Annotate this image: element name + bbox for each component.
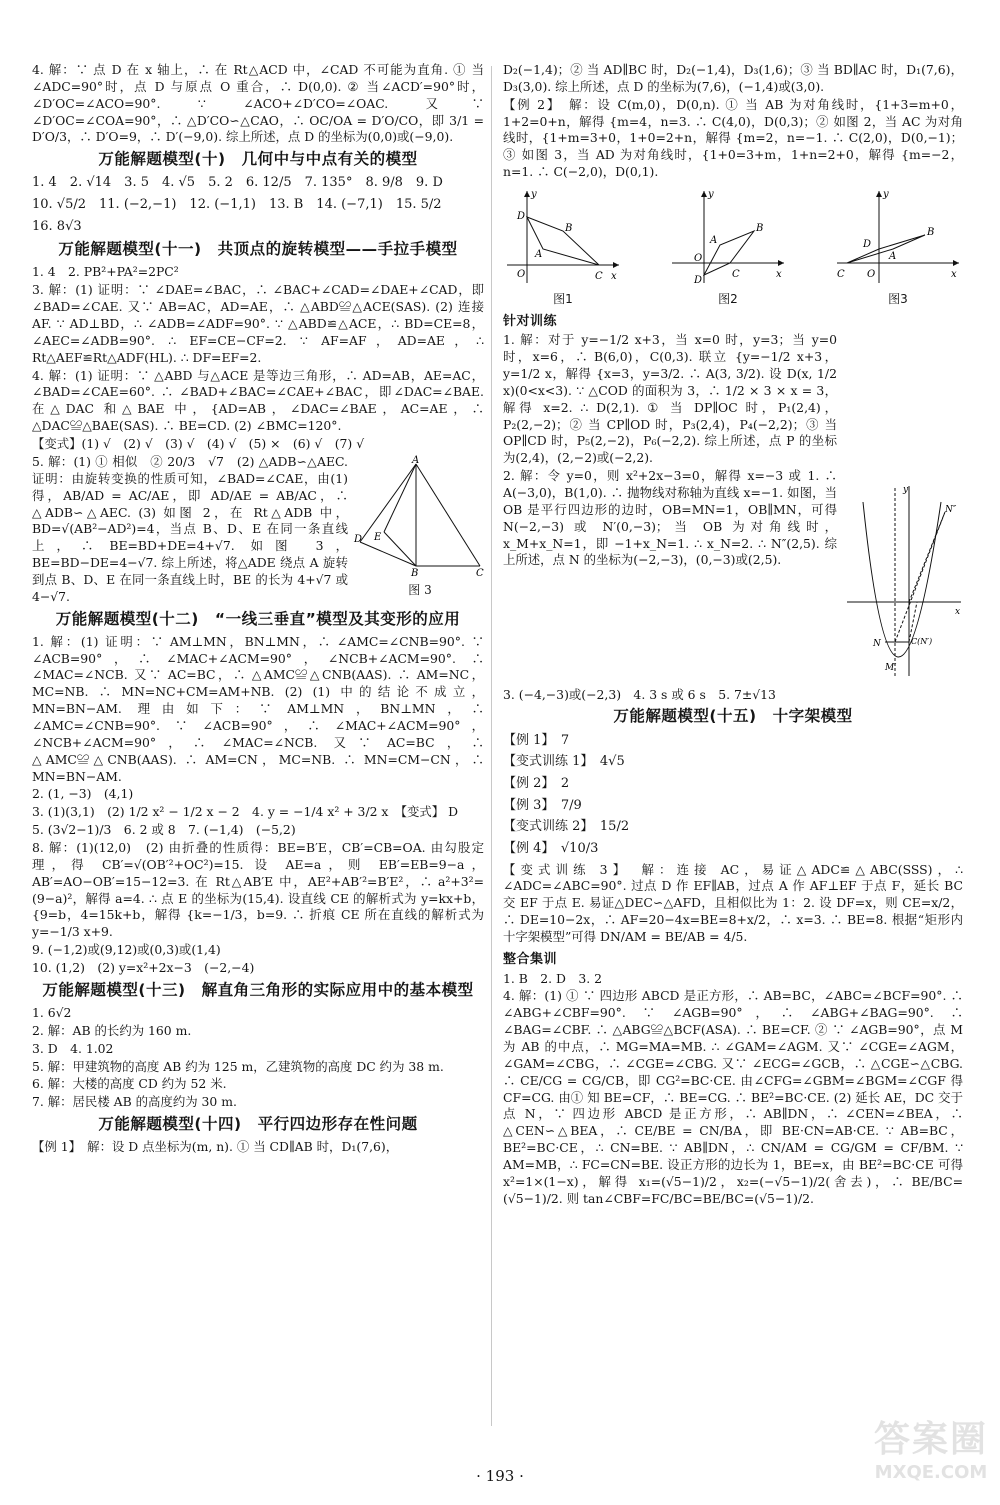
answer-line: 3. (1)(3,1) (2) 1/2 x² − 1/2 x − 2 4. y = −1/4 x² + 3/2 x 【变式】 D: [32, 804, 459, 820]
svg-text:A: A: [535, 249, 543, 261]
answer-line: 5. (3√2−1)/3 6. 2 或 8 7. (−1,4) (−5,2): [32, 822, 296, 838]
svg-text:A: A: [412, 454, 420, 466]
watermark-logo: [872, 1418, 990, 1498]
watermark-url: MXQE.COM: [874, 1462, 988, 1483]
watermark-text: 答案圈: [873, 1419, 988, 1460]
answer-paragraph: 1. 解：对于 y=−1/2 x+3，当 x=0 时，y=3；当 y=0 时，x=6，∴ B(6,0)，C(0,3). 联立 {y=−1/2 x+3，y=1/2 x，解得 {x=3，y=3/2. ∴ A(3, 3/2). 设 D(x, 1/2 x)(0<x<3). ∵ △COD 的面积为 3，∴ 1/2 × 3 × x = 3，解得 x=2. ∴ D(2,1). ① 当 DP∥OC 时，P₁(2,4)，P₂(2,−2)；② 当 CP∥OD 时，P₃(2,4)，P₄(−2,2)；③ 当 OP∥CD 时，P₅(2,−2)，P₆(−2,2). 综上所述，点 P 的坐标为(2,4)，(2,−2)或(−2,2).: [503, 332, 841, 466]
figure-3: [833, 187, 963, 308]
svg-text:D: D: [694, 275, 703, 287]
answer-line: 5. 解：甲建筑物的高度 AB 约为 125 m，乙建筑物的高度 DC 约为 38 m.: [32, 1058, 444, 1074]
answer-line: 【例 2】 2: [503, 775, 570, 791]
svg-text:C: C: [595, 271, 603, 283]
point-label: N″: [945, 505, 957, 516]
svg-text:y: y: [708, 189, 714, 201]
answer-line: 【例 3】 7/9: [503, 797, 582, 813]
subsection-title: 针对训练: [503, 313, 558, 329]
section-title: 万能解题模型(十二) “一线三垂直”模型及其变形的应用: [55, 609, 461, 628]
answer-line: 【变式训练 1】 4√5: [503, 754, 625, 770]
section-title: 万能解题模型(十五) 十字架模型: [613, 707, 853, 726]
answer-line: 1. B 2. D 3. 2: [503, 970, 602, 986]
answer-paragraph: 5. 解：(1) ① 相似 ② 20/3 √7 (2) △ADB∽△AEC. 证明：由旋转变换的性质可知，∠BAD=∠CAE，由(1)得，AB/AD = AC/AE，即 AD/AE = AB/AC，∴ △ADB∽△AEC. (3) 如图 2，在 Rt△ADB 中，BD=√(AB²−AD²)=4，当点 B、D、E 在同一条直线上，∴ BE=BD+DE=4+√7. 如图 3，BE=BD−DE=4−√7. 综上所述，将△ADE 绕点 A 旋转到点 B、D、E 在同一条直线上时，BE 的长为 4+√7 或 4−√7.: [32, 453, 352, 604]
figure-1: [503, 187, 623, 308]
svg-text:D: D: [517, 211, 526, 223]
answer-paragraph: 4. 解：(1) 证明：∵ △ABD 与△ACE 是等边三角形，∴ AD=AB，AE=AC，∠BAD=∠CAE=60°. ∴ ∠BAD+∠BAC=∠CAE+∠BAC，即∠DAC=∠BAE. 在△DAC 和△BAE 中，{AD=AB，∠DAC=∠BAE，AC=AE，∴ △DAC≌△BAE(SAS). ∴ BE=CD. (2) ∠BMC=120°.: [32, 367, 488, 434]
answer-line: 【变式】(1) √ (2) √ (3) √ (4) √ (5) × (6) √ (7) √: [32, 436, 365, 452]
answer-paragraph: 【变式训练 3】 解：连接 AC，易证△ADC≌△ABC(SSS)，∴ ∠ADC=∠ABC=90°. 过点 D 作 EF∥AB，过点 A 作 AF⊥EF 于点 F，延长 BC 交 EF 于点 E. 易证△DEC∽△AFD，且相似比为 1：2. 设 DF=x，则 CE=x/2，∴ DE=10−2x，∴ AF=20−4x=BE=8+x/2，∴ x=3. ∴ BE=8. 根据“矩形内十字架模型”可得 DN/AM = BE/AB = 4/5.: [503, 861, 967, 945]
figure-2: [668, 187, 788, 308]
answer-paragraph: 2. 解：令 y=0，则 x²+2x−3=0，解得 x=−3 或 1. ∴ A(−3,0)，B(1,0). ∴ 抛物线对称轴为直线 x=−1. 如图，当 OB 是平行四边形的边时，OB=MN=1，OB∥MN，可得 N(−2,−3) 或 N′(0,−3)；当 OB 为对角线时，x_M+x_N=1，即 −1+x_N=1. ∴ x_N=2. ∴ N″(2,5). 综上所述，点 N 的坐标为(−2,−3)，(0,−3)或(2,5).: [503, 468, 841, 568]
answer-line: 2. (1, −3) (4,1): [32, 786, 134, 802]
svg-text:y: y: [531, 189, 537, 201]
svg-text:O: O: [694, 253, 703, 265]
svg-text:D: D: [354, 533, 363, 545]
svg-text:x: x: [776, 269, 782, 281]
figure-caption: 图2: [718, 292, 738, 307]
svg-text:A: A: [710, 235, 718, 247]
answer-line: 【变式训练 2】 15/2: [503, 819, 630, 835]
subsection-title: 整合集训: [503, 951, 558, 967]
parallelogram-figures: [503, 187, 963, 308]
answer-line: 【例 1】 7: [503, 732, 570, 748]
answer-paragraph: 【例 2】 解：设 C(m,0)，D(0,n). ① 当 AB 为对角线时，{1+3=m+0，1+2=0+n，解得 {m=4，n=3. ∴ C(4,0)，D(0,3)；② 如图 2，当 AC 为对角线时，{1+m=3+0，1+0=2+n，解得 {m=2，n=−1. ∴ C(2,0)，D(0,−1)；③ 如图 3，当 AD 为对角线时，{1+0=3+m，1+n=2+0，解得 {m=−2，n=1. ∴ C(−2,0)，D(0,1).: [503, 96, 963, 180]
answer-line: 3. D 4. 1.02: [32, 1040, 114, 1056]
svg-text:C: C: [837, 269, 845, 281]
svg-text:y: y: [883, 189, 889, 201]
left-column: [32, 62, 488, 1157]
svg-text:A: A: [889, 251, 897, 263]
figure-caption: 图 3: [408, 583, 432, 598]
svg-text:D: D: [863, 239, 872, 251]
svg-text:B: B: [927, 227, 935, 239]
point-label: M′: [885, 663, 897, 674]
svg-text:x: x: [611, 271, 617, 283]
section-title: 万能解题模型(十) 几何中与中点有关的模型: [98, 150, 418, 169]
answer-paragraph: D₂(−1,4)；② 当 AD∥BC 时，D₂(−1,4)，D₃(1,6)；③ 当 BD∥AC 时，D₁(7,6)，D₃(3,0). 综上所述，点 D 的坐标为(7,6)，(−1,4)或(3,0).: [503, 62, 963, 94]
answer-line: 16. 8√3: [32, 218, 82, 234]
svg-text:y: y: [903, 485, 909, 496]
svg-text:C: C: [732, 269, 740, 281]
answer-paragraph: 4. 解：∵ 点 D 在 x 轴上，∴ 在 Rt△ACD 中，∠CAD 不可能为直角. ① 当∠ADC=90°时，点 D 与原点 O 重合，∴ D(0,0). ② 当∠ACD′=90°时，∠D′OC=∠ACO=90°. ∵ ∠ACO+∠D′CO=∠OAC. 又∵ ∠D′OC=∠COA=90°，∴ △D′CO∽△CAO，∴ OC/OA = D′O/CO，即 3/1 = D′O/3，∴ D′O=9，∴ D′(−9,0). 综上所述，点 D 的坐标为(0,0)或(−9,0).: [32, 62, 488, 145]
answer-line: 10. (1,2) (2) y=x²+2x−3 (−2,−4): [32, 960, 255, 976]
svg-text:x: x: [955, 607, 961, 618]
answer-paragraph: 3. 解：(1) 证明：∵ ∠DAE=∠BAC，∴ ∠BAC+∠CAD=∠DAE+∠CAD，即∠BAD=∠CAE. 又∵ AB=AC，AD=AE，∴ △ABD≌△ACE(SAS). (2) 连接 AF. ∵ AD⊥BD，∴ ∠ADB=∠ADF=90°. ∵ △ABD≌△ACE，∴ BD=CE=8，∠AEC=∠ADB=90°. ∴ EF=CE−CF=2. ∵ AF=AF，AD=AE，∴ Rt△AEF≌Rt△ADF(HL). ∴ DF=EF=2.: [32, 282, 488, 365]
parabola-figure: [845, 482, 963, 682]
svg-text:B: B: [756, 223, 764, 235]
svg-text:O: O: [867, 269, 876, 281]
svg-text:O: O: [517, 269, 526, 281]
answer-line: 1. 4 2. √14 3. 5 4. √5 5. 2 6. 12/5 7. 135° 8. 9/8 9. D: [32, 175, 443, 191]
svg-text:B: B: [565, 223, 573, 235]
answer-line: 3. (−4,−3)或(−2,3) 4. 3 s 或 6 s 5. 7±√13: [503, 686, 776, 702]
column-divider: [491, 66, 492, 1426]
answer-line: 1. 4 2. PB²+PA²=2PC²: [32, 264, 179, 280]
svg-text:C: C: [476, 567, 484, 579]
svg-text:E: E: [374, 531, 382, 543]
answer-line: 【例 4】 √10/3: [503, 840, 599, 856]
point-label: C(N′): [911, 637, 933, 647]
section-title: 万能解题模型(十三) 解直角三角形的实际应用中的基本模型: [42, 980, 474, 999]
answer-line: 7. 解：居民楼 AB 的高度约为 30 m.: [32, 1094, 237, 1110]
figure-caption: 图1: [553, 292, 573, 307]
answer-line: 10. √5/2 11. (−2,−1) 12. (−1,1) 13. B 14. (−7,1) 15. 5/2: [32, 197, 442, 213]
right-column: [503, 62, 967, 1209]
answer-line: 【例 1】 解：设 D 点坐标为(m, n). ① 当 CD∥AB 时，D₁(7,6)，: [32, 1139, 399, 1155]
svg-text:x: x: [951, 269, 957, 281]
answer-line: 9. (−1,2)或(9,12)或(0,3)或(1,4): [32, 942, 221, 958]
figure-caption: 图3: [888, 292, 908, 307]
answer-paragraph: 8. 解：(1)(12,0) (2) 由折叠的性质得：BE=B′E，CB′=CB=OA. 由勾股定理，得 CB′=√(OB′²+OC²)=15. 设 AE=a，则 EB′=EB=9−a，AB′=AO−OB′=15−12=3. 在 Rt△AB′E 中，AE²+AB′²=B′E²，∴ a²+3²=(9−a)²，解得 a=4. ∴ 点 E 的坐标为(15,4). 设直线 CE 的解析式为 y=kx+b，{9=b，4=15k+b，解得 {k=−1/3，b=9. ∴ 折痕 CE 所在直线的解析式为 y=−1/3 x+9.: [32, 840, 488, 940]
svg-text:B: B: [411, 567, 419, 579]
triangle-figure: [354, 454, 484, 599]
answer-line: 2. 解：AB 的长约为 160 m.: [32, 1022, 192, 1038]
answer-paragraph: 4. 解：(1) ① ∵ 四边形 ABCD 是正方形，∴ AB=BC，∠ABC=∠BCF=90°. ∴ ∠ABG+∠CBF=90°. ∵ ∠AGB=90°，∴ ∠ABG+∠BAG=90°. ∴ ∠BAG=∠CBF. ∴ △ABG≌△BCF(ASA). ∴ BE=CF. ② ∵ ∠AGB=90°，点 M 为 AB 的中点，∴ MG=MA=MB. ∴ ∠GAM=∠AGM. 又∵ ∠CGE=∠AGM，∠GAM=∠CBG，∴ ∠CGE=∠CBG. 又∵ ∠ECG=∠GCB，∴ △CGE∽△CBG. ∴ CE/CG = CG/CB，即 CG²=BC·CE. 由∠CFG=∠GBM=∠BGM=∠CGF 得 CF=CG. 由① 知 BE=CF，∴ BE=CG. ∴ BE²=BC·CE. (2) 延长 AE，DC 交于点 N，∵ 四边形 ABCD 是正方形，∴ AB∥DN，∴ ∠CEN=∠BEA，∴ △CEN∽△BEA，∴ CE/BE = CN/BA，即 BE·CN=AB·CE. ∵ AB=BC，BE²=BC·CE，∴ CN=BE. ∵ AB∥DN，∴ CN/AM = CG/GM = CF/BM. ∵ AM=MB，∴ FC=CN=BE. 设正方形的边长为 1，BE=x，由 BE²=BC·CE 可得 x²=1×(1−x)，解得 x₁=(√5−1)/2，x₂=(−√5−1)/2(舍去)，∴ BE/BC=(√5−1)/2. 则 tan∠CBF=FC/BC=BE/BC=(√5−1)/2.: [503, 988, 967, 1206]
page-number: · 193 ·: [476, 1467, 524, 1485]
answer-line: 1. 6√2: [32, 1005, 72, 1020]
section-title: 万能解题模型(十一) 共顶点的旋转模型——手拉手模型: [58, 240, 458, 259]
point-label: N: [873, 639, 881, 650]
answer-line: 6. 解：大楼的高度 CD 约为 52 米.: [32, 1076, 227, 1092]
answer-paragraph: 1. 解：(1) 证明：∵ AM⊥MN，BN⊥MN，∴ ∠AMC=∠CNB=90°. ∵ ∠ACB=90°，∴ ∠MAC+∠ACM=90°，∠NCB+∠ACM=90°. ∴ ∠MAC=∠NCB. 又∵ AC=BC，∴ △AMC≌△CNB(AAS). ∴ AM=NC，MC=NB. ∴ MN=NC+CM=AM+NB. (2) (1) 中的结论不成立，MN=BN−AM. 理由如下：∵ AM⊥MN，BN⊥MN，∴ ∠AMC=∠CNB=90°. ∵ ∠ACB=90°，∴ ∠MAC+∠ACM=90°，∠NCB+∠ACM=90°，∴ ∠MAC=∠NCB. 又∵ AC=BC，∴ △AMC≌△CNB(AAS). ∴ AM=CN，MC=NB. ∴ MN=CM−CN，∴ MN=BN−AM.: [32, 633, 488, 784]
section-title: 万能解题模型(十四) 平行四边形存在性问题: [98, 1115, 418, 1134]
